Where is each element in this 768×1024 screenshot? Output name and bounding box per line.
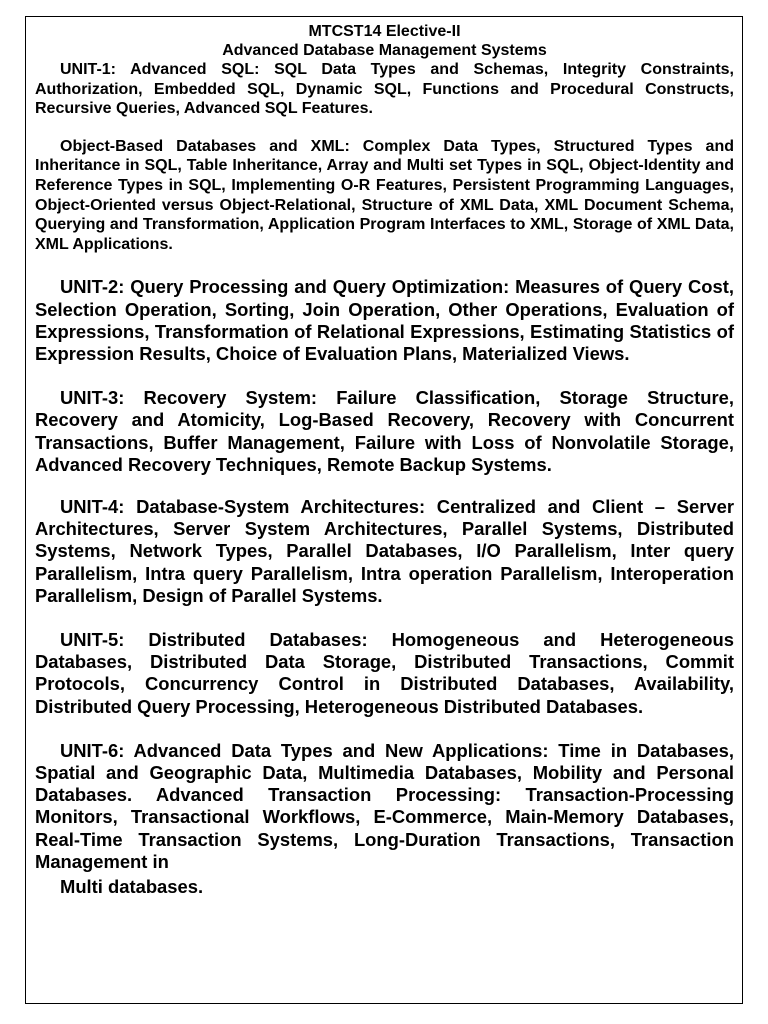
unit-6-advanced-data-types — [35, 740, 734, 898]
unit-1-advanced-sql: UNIT-1: Advanced SQL: SQL Data Types and Schemas, Integrity Constraints, Authorization, Embedded SQL, Dynamic SQL, Functions and Procedural Constructs, Recursive Queries, Advanced SQL Features. — [35, 61, 734, 118]
unit-1-object-based-xml: Object-Based Databases and XML: Complex Data Types, Structured Types and Inheritance in SQL, Table Inheritance, Array and Multi set Types in SQL, Object-Identity and Reference Types in SQL, Implementing O-R Features, Persistent Programming Languages, Object-Oriented versus Object-Relational, Structure of XML Data, XML Document Schema, Querying and Transformation, Application Program Interfaces to XML, Storage of XML Data, XML Applications. — [35, 137, 734, 253]
course-code: MTCST14 Elective-II — [308, 23, 461, 40]
unit-2-query-processing: UNIT-2: Query Processing and Query Optimization: Measures of Query Cost, Selection Operation, Sorting, Join Operation, Other Operations, Evaluation of Expressions, Transformation of Relational Expressions, Estimating Statistics of Expression Results, Choice of Evaluation Plans, Materialized Views. — [35, 276, 734, 364]
unit-4-architectures: UNIT-4: Database-System Architectures: Centralized and Client – Server Architectures, Server System Architectures, Parallel Systems, Distributed Systems, Network Types, Parallel Databases, I/O Parallelism, Inter query Parallelism, Intra query Parallelism, Intra operation Parallelism, Interoperation Parallelism, Design of Parallel Systems. — [35, 495, 734, 606]
unit-3-recovery-system: UNIT-3: Recovery System: Failure Classification, Storage Structure, Recovery and Atomicity, Log-Based Recovery, Recovery with Concurrent Transactions, Buffer Management, Failure with Loss of Nonvolatile Storage, Advanced Recovery Techniques, Remote Backup Systems. — [35, 387, 734, 475]
syllabus-document — [35, 22, 734, 898]
unit-6-body: UNIT-6: Advanced Data Types and New Applications: Time in Databases, Spatial and Geographic Data, Multimedia Databases, Mobility and Personal Databases. Advanced Transaction Processing: Transaction-Processing Monitors, Transactional Workflows, E-Commerce, Main-Memory Databases, Real-Time Transaction Systems, Long-Duration Transactions, Transaction Management in — [35, 739, 734, 872]
unit-6-tail: Multi databases. — [60, 876, 204, 898]
course-title: Advanced Database Management Systems — [222, 42, 547, 59]
unit-5-distributed-databases: UNIT-5: Distributed Databases: Homogeneous and Heterogeneous Databases, Distributed Data Storage, Distributed Transactions, Commit Protocols, Concurrency Control in Distributed Databases, Availability, Distributed Query Processing, Heterogeneous Distributed Databases. — [35, 628, 734, 717]
